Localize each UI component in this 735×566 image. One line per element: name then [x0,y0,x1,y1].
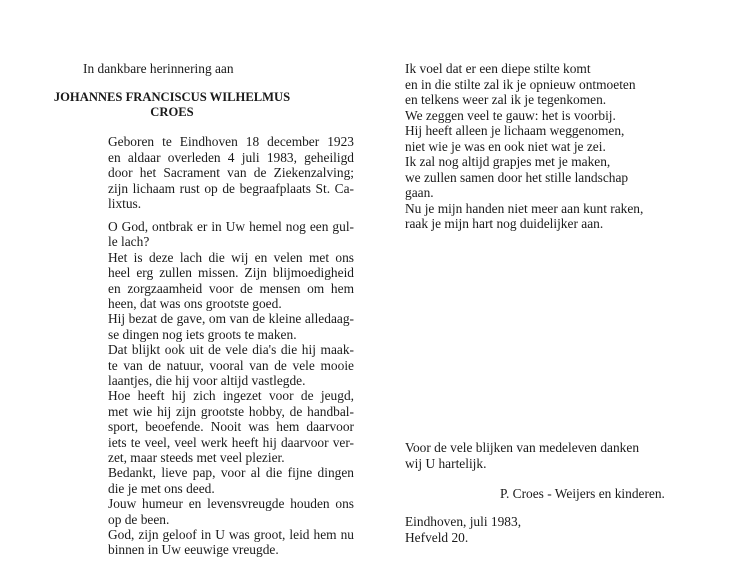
text-line: zet, maar steeds met veel plezier. [108,450,285,465]
bio-line: Geboren te Eindhoven 18 december 1923 [108,134,354,149]
poem-line: Ik voel dat er een diepe stilte komt [405,61,591,76]
text-line: Hij bezat de gave, om van de kleine alledaag- [108,311,354,327]
text-line: binnen in Uw eeuwige vreugde. [108,542,279,558]
text-line: se dingen nog iets groots te maken. [108,326,297,342]
text-line: Bedankt, lieve pap, voor al die fijne dingen [108,465,354,481]
deceased-name: JOHANNES FRANCISCUS WILHELMUS [53,90,291,104]
bio-line: lixtus. [108,196,142,211]
intro-text: In dankbare herinnering aan [83,61,234,76]
text-line: Het is deze lach die wij en velen met ons [108,249,354,265]
poem-line: Ik zal nog altijd grapjes met je maken, [405,154,611,169]
text-line: Dat blijkt ook uit de vele dia's die hij maak- [108,342,354,358]
thanks-line: Voor de vele blijken van medeleven danken [405,440,640,455]
text-line: met wie hij zijn grootste hobby, de handbal- [108,403,354,419]
poem-line: niet wie je was en ook niet wat je zei. [405,138,606,154]
text-line: God, zijn geloof in U was groot, leid hem nu [108,527,354,542]
address: Hefveld 20. [405,530,469,545]
bio-line: door het Sacrament van de Ziekenzalving; [108,165,354,180]
poem-line: We zeggen veel te gauw: het is voorbij. [405,107,616,123]
place-date: Eindhoven, juli 1983, [405,514,522,529]
poem-line: en telkens weer zal ik je tegenkomen. [405,92,607,107]
bio-line: en aldaar overleden 4 juli 1983, geheiligd [108,149,354,165]
text-line: heen, dat was ons grootste goed. [108,296,282,311]
poem-line: Nu je mijn handen niet meer aan kunt raken, [405,200,644,216]
poem-line: Hij heeft alleen je lichaam weggenomen, [405,123,625,138]
bio-line: zijn lichaam rust op de begraafplaats St. Ca- [108,180,354,196]
text-line: en zorgzaamheid voor de mensen om hem [108,280,354,296]
poem-line: gaan. [405,185,434,200]
deceased-surname: CROES [150,105,194,119]
poem-line: raak je mijn hart nog duidelijker aan. [405,216,604,231]
signature: P. Croes - Weijers en kinderen. [500,486,665,501]
text-line: laantjes, die hij voor altijd vastlegde. [108,373,306,388]
text-line: heel erg zullen missen. Zijn blijmoedigheid [108,265,354,281]
thanks-line: wij U hartelijk. [405,455,487,471]
text-line: Hoe heeft hij zich ingezet voor de jeugd, [108,388,354,404]
text-line: iets te veel, veel werk heeft hij daarvoor ver- [108,434,354,450]
text-line: le lach? [108,234,150,250]
text-line: die je met ons deed. [108,480,215,496]
poem-line: we zullen samen door het stille landschap [405,169,629,185]
text-line: op de been. [108,511,170,527]
poem-line: en in die stilte zal ik je opnieuw ontmoeten [405,76,636,92]
text-line: O God, ontbrak er in Uw hemel nog een gul- [108,219,354,234]
text-line: te van de natuur, vooral van de vele mooie [108,357,354,373]
text-line: sport, beoefende. Nooit was hem daarvoor [108,419,354,435]
text-line: Jouw humeur en levensvreugde houden ons [108,496,354,512]
